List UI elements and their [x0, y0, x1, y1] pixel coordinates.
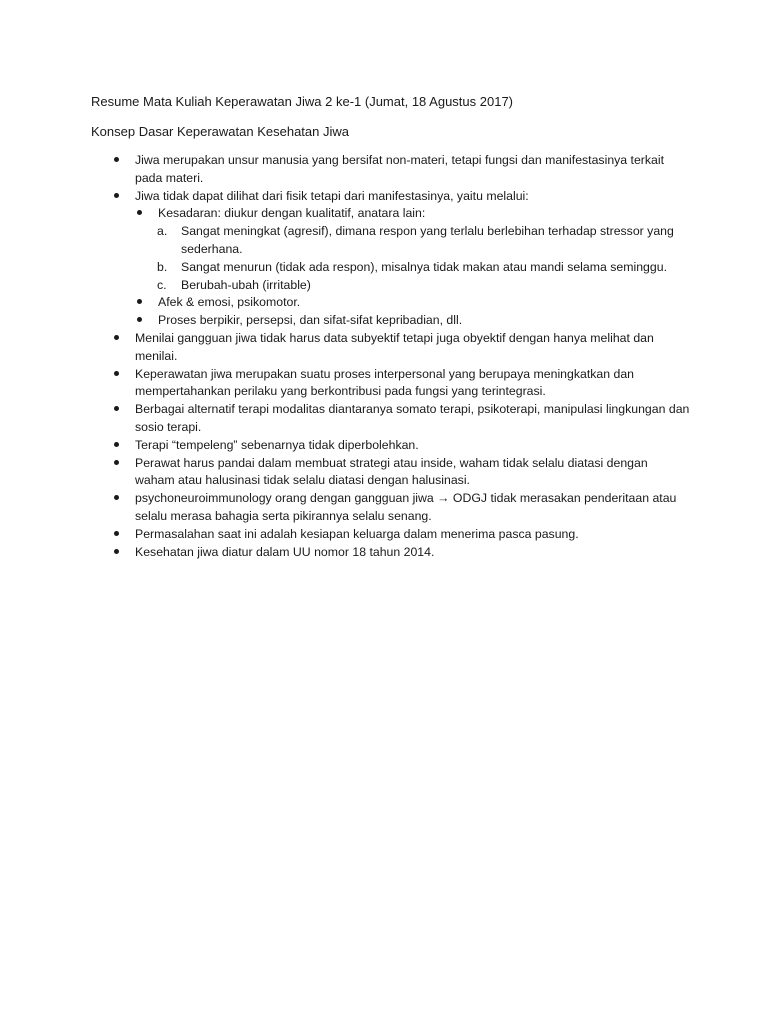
bullet-icon: [114, 330, 119, 348]
bullet-icon: [114, 437, 119, 455]
list-item-text: Terapi “tempeleng” sebenarnya tidak diperbolehkan.: [135, 437, 419, 452]
bullet-icon: [137, 294, 142, 312]
list-item: [0, 330, 690, 366]
list-item-text: Jiwa tidak dapat dilihat dari fisik tetapi dari manifestasinya, yaitu melalui:: [135, 188, 529, 203]
list-item-text: Keperawatan jiwa merupakan suatu proses interpersonal yang berupaya meningkatkan dan mempertahankan perilaku yang berkontribusi pada fungsi yang terintegrasi.: [135, 366, 635, 399]
bullet-dot-icon: [137, 210, 142, 215]
list-item-text: psychoneuroimmunology orang dengan gangguan jiwa → ODGJ tidak merasakan penderitaan atau selalu merasa bahagia serta pikirannya selalu senang.: [135, 491, 677, 523]
list-item: [0, 294, 690, 312]
list-item: [0, 437, 690, 455]
bullet-icon: [137, 205, 142, 223]
bullet-dot-icon: [114, 442, 119, 447]
bullet-dot-icon: [114, 549, 119, 554]
bullet-list: [0, 152, 768, 561]
bullet-dot-icon: [114, 193, 119, 198]
list-item-text: Jiwa merupakan unsur manusia yang bersifat non-materi, tetapi fungsi dan manifestasinya terkait pada materi.: [135, 153, 665, 185]
list-item-text: Proses berpikir, persepsi, dan sifat-sifat kepribadian, dll.: [158, 313, 463, 328]
list-item: [0, 401, 690, 437]
bullet-icon: [114, 188, 119, 206]
bullet-dot-icon: [137, 299, 142, 304]
list-marker: b.: [157, 259, 168, 274]
list-item-text: Menilai gangguan jiwa tidak harus data subyektif tetapi juga obyektif dengan hanya melihat dan menilai.: [135, 330, 654, 363]
list-item-text: Afek & emosi, psikomotor.: [158, 295, 301, 310]
bullet-dot-icon: [137, 317, 142, 322]
list-item-text: Berubah-ubah (irritable): [181, 277, 311, 292]
bullet-icon: [114, 366, 119, 384]
list-item: [0, 366, 690, 402]
list-item-text: Kesadaran: diukur dengan kualitatif, anatara lain:: [158, 206, 426, 221]
list-item: [0, 205, 690, 223]
bullet-dot-icon: [114, 157, 119, 162]
bullet-icon: [137, 312, 142, 330]
bullet-icon: [114, 544, 119, 562]
list-item: [0, 455, 690, 491]
bullet-dot-icon: [114, 531, 119, 536]
list-item: [0, 152, 690, 188]
bullet-dot-icon: [114, 406, 119, 411]
bullet-dot-icon: [114, 335, 119, 340]
bullet-icon: [114, 401, 119, 419]
bullet-dot-icon: [114, 495, 119, 500]
list-item: [0, 312, 690, 330]
list-item-text: Sangat meningkat (agresif), dimana respon yang terlalu berlebihan terhadap stressor yang sederhana.: [181, 224, 674, 256]
list-item: [0, 277, 681, 295]
list-item-text: Permasalahan saat ini adalah kesiapan keluarga dalam menerima pasca pasung.: [135, 526, 579, 541]
bullet-icon: [114, 455, 119, 473]
list-item: [0, 490, 690, 526]
list-item: [0, 223, 681, 259]
document-title: Resume Mata Kuliah Keperawatan Jiwa 2 ke-1 (Jumat, 18 Agustus 2017): [91, 94, 514, 109]
document-subtitle: Konsep Dasar Keperawatan Kesehatan Jiwa: [91, 124, 349, 139]
list-item-text: Perawat harus pandai dalam membuat strategi atau inside, waham tidak selalu diatasi dengan waham atau halusinasi tidak selalu diatasi dengan halusinasi.: [135, 455, 648, 488]
list-item: [0, 544, 690, 562]
list-item-text: Kesehatan jiwa diatur dalam UU nomor 18 tahun 2014.: [135, 544, 435, 559]
bullet-icon: [114, 152, 119, 170]
bullet-dot-icon: [114, 371, 119, 376]
bullet-icon: [114, 526, 119, 544]
list-item: [0, 259, 681, 277]
bullet-icon: [114, 490, 119, 508]
list-marker: a.: [157, 224, 168, 239]
bullet-dot-icon: [114, 460, 119, 465]
list-item: [0, 188, 690, 206]
list-marker: c.: [157, 277, 167, 292]
list-item-text: Sangat menurun (tidak ada respon), misalnya tidak makan atau mandi selama seminggu.: [181, 259, 667, 274]
list-item-text: Berbagai alternatif terapi modalitas diantaranya somato terapi, psikoterapi, manipulasi lingkungan dan sosio terapi.: [135, 402, 690, 434]
list-item: [0, 526, 690, 544]
